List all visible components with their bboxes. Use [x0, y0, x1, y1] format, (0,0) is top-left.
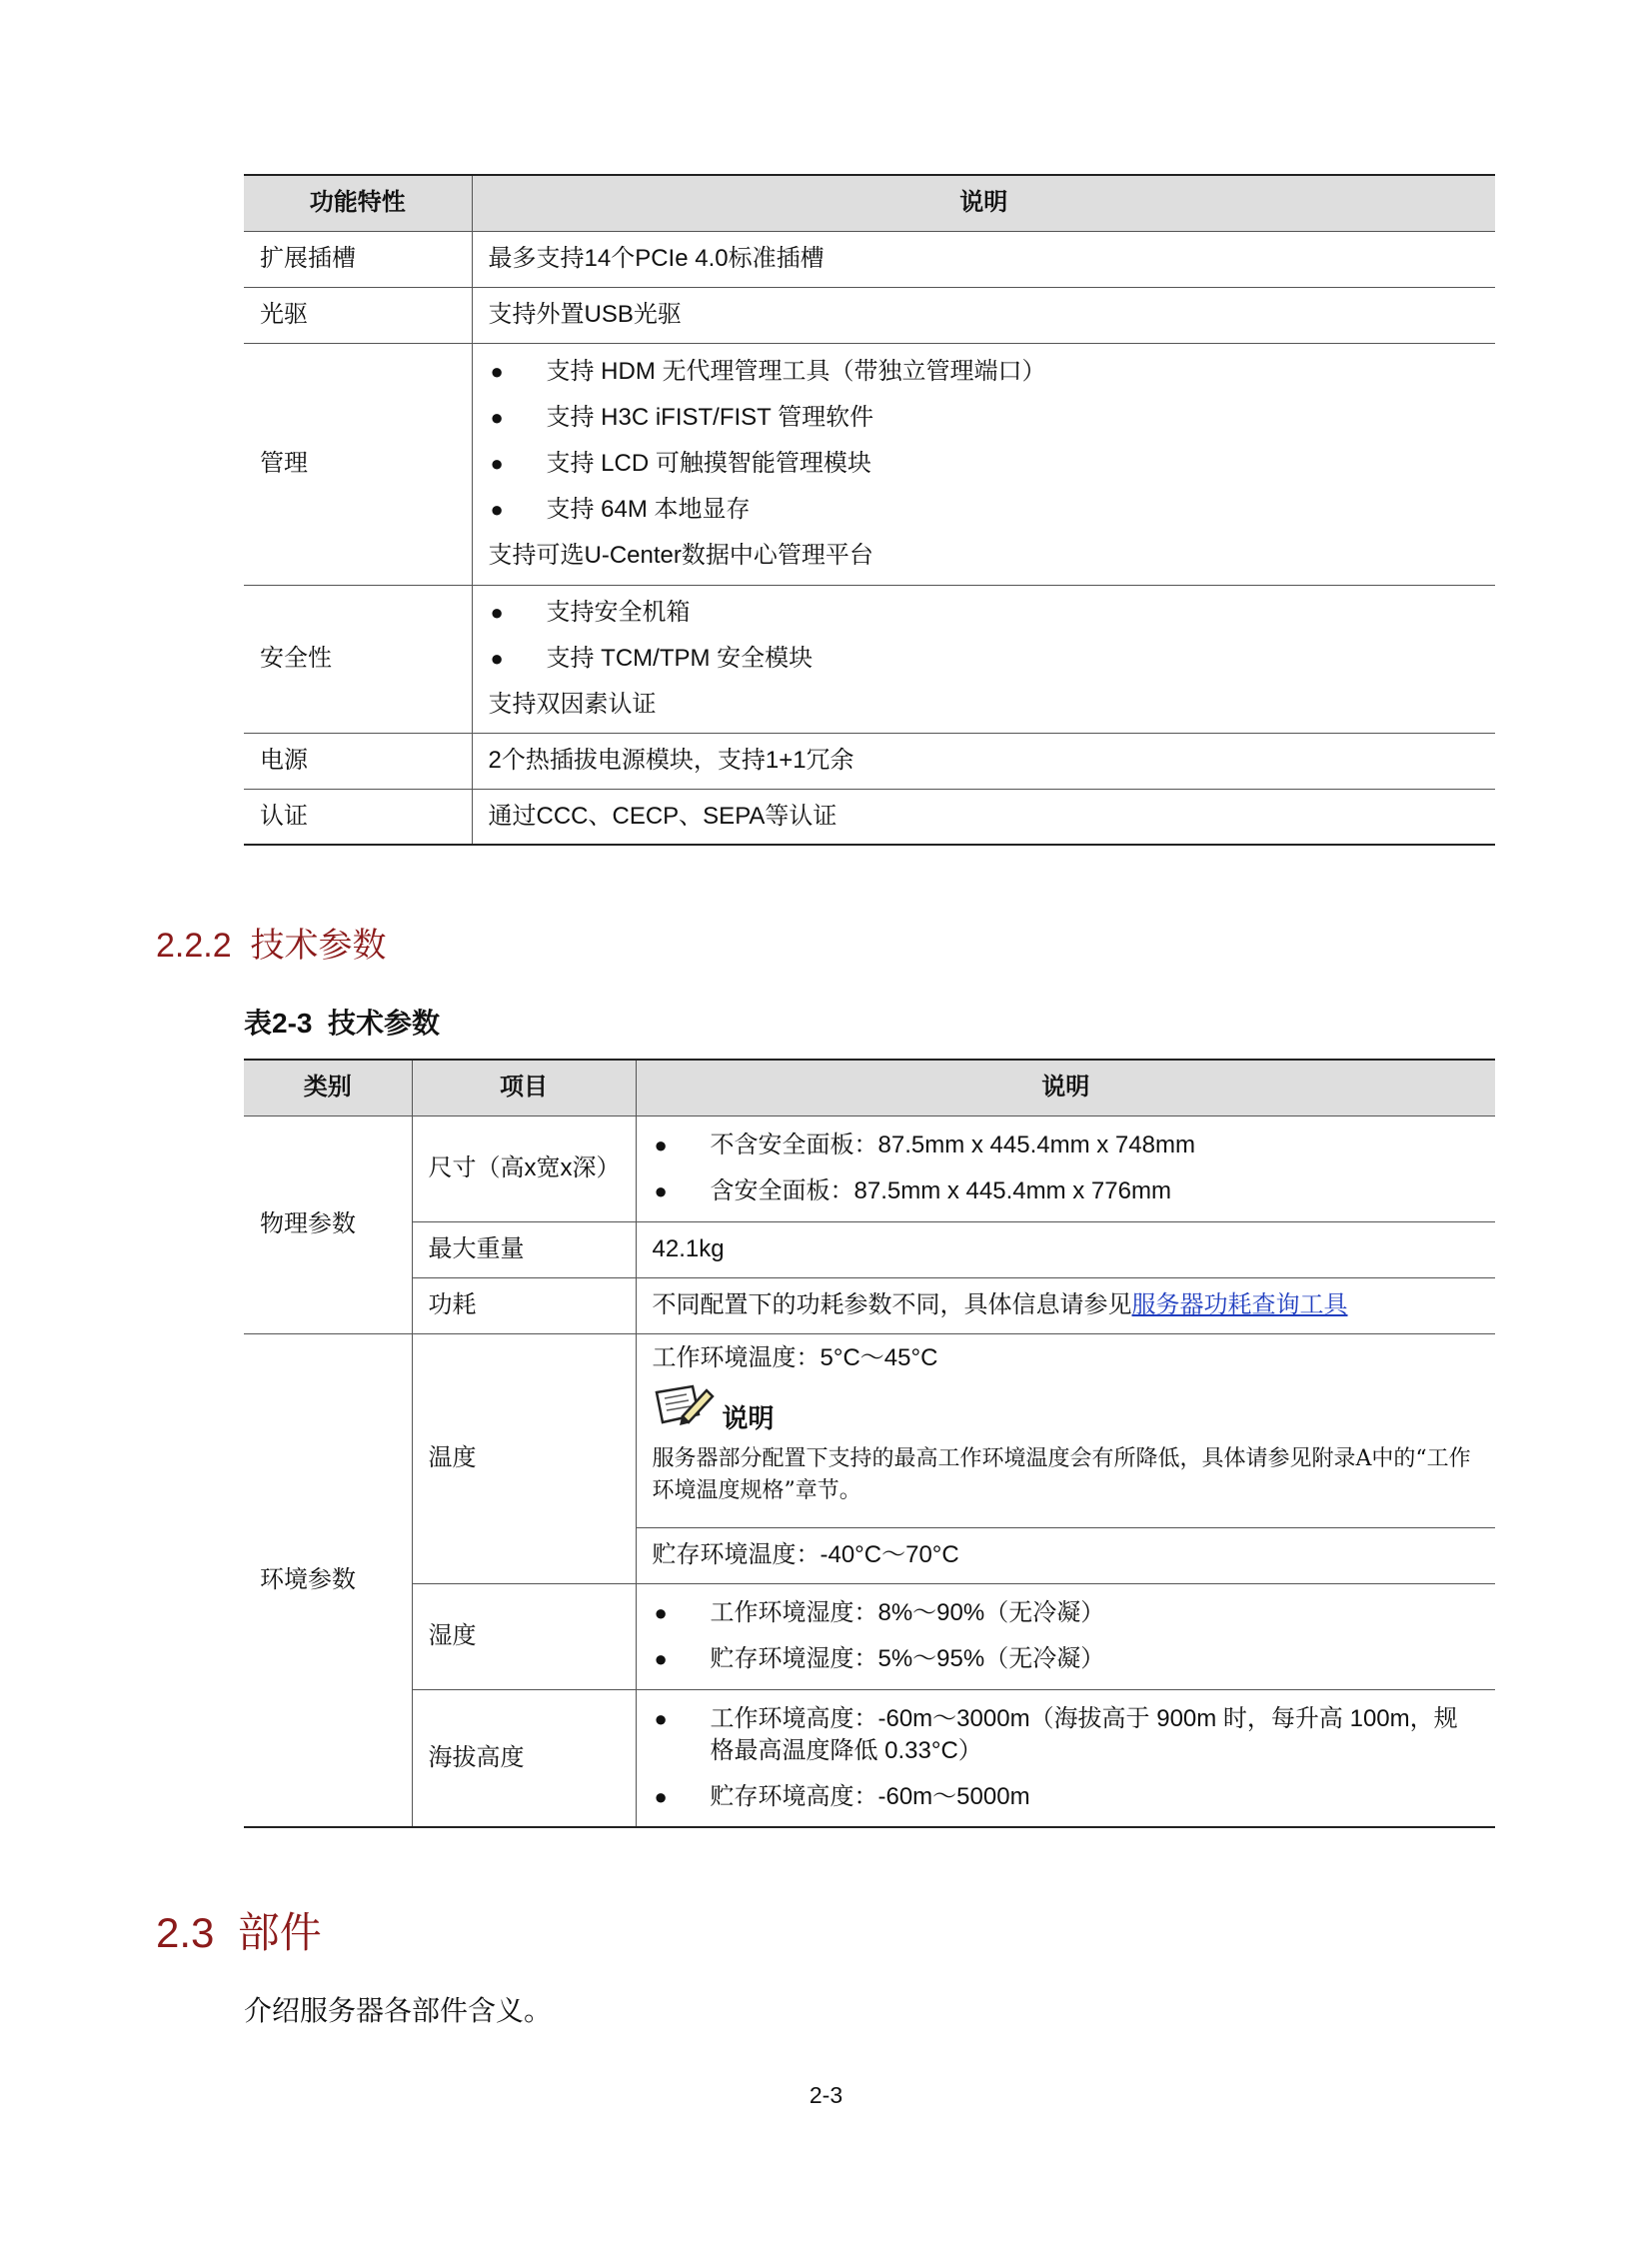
note-pencil-icon [653, 1382, 715, 1437]
list-item: ● 支持 64M 本地显存 [489, 487, 1480, 533]
bullet-icon: ● [654, 1178, 668, 1203]
item-cell: 温度 [412, 1333, 636, 1583]
table-row [244, 1277, 1495, 1333]
feature-cell: 电源 [244, 733, 472, 789]
item-cell: 海拔高度 [412, 1689, 636, 1827]
list-item: ● 含安全面板：87.5mm x 445.4mm x 776mm [653, 1168, 1480, 1214]
desc-cell [636, 1689, 1495, 1827]
bullet-icon: ● [654, 1705, 668, 1731]
table-row [244, 1583, 1495, 1689]
power-query-tool-link[interactable]: 服务器功耗查询工具 [1131, 1291, 1348, 1318]
feature-table [244, 174, 1495, 846]
section-number: 2.3 [156, 1909, 215, 1956]
col-header-feature: 功能特性 [244, 175, 472, 231]
bullet-icon: ● [490, 405, 504, 430]
table-caption: 表2-3 技术参数 [244, 1008, 441, 1039]
list-item: ● 支持 TCM/TPM 安全模块 [489, 636, 1480, 682]
item-cell: 湿度 [412, 1583, 636, 1689]
table-row [244, 1116, 1495, 1221]
desc-cell: 2个热插拔电源模块，支持1+1冗余 [472, 733, 1495, 789]
note-text: 服务器部分配置下支持的最高工作环境温度会有所降低，具体请参见附录A中的“工作环境温度规格”章节。 [652, 1445, 1471, 1503]
table-row [244, 231, 1495, 287]
table-row [244, 1689, 1495, 1827]
bullet-icon: ● [490, 497, 504, 522]
list-item: ● 不含安全面板：87.5mm x 445.4mm x 748mm [653, 1122, 1480, 1168]
table-row [244, 1221, 1495, 1277]
list-item: ● 支持安全机箱 [489, 590, 1480, 636]
extra-text: 支持双因素认证 [488, 691, 657, 718]
list-item: ● 工作环境湿度：8%～90%（无冷凝） [653, 1590, 1480, 1636]
section-title: 技术参数 [250, 927, 387, 965]
section-title: 部件 [237, 1909, 322, 1956]
section-number: 2.2.2 [156, 927, 232, 965]
desc-cell: 不同配置下的功耗参数不同，具体信息请参见服务器功耗查询工具 [636, 1277, 1495, 1333]
bullet-icon: ● [490, 600, 504, 625]
category-cell: 物理参数 [244, 1116, 412, 1333]
desc-cell: 贮存环境温度：-40°C～70°C [636, 1527, 1495, 1583]
page-number: 2-3 [809, 2082, 843, 2108]
desc-cell: 最多支持14个PCIe 4.0标准插槽 [472, 231, 1495, 287]
bullet-icon: ● [654, 1600, 668, 1625]
section-heading-2-3 [156, 1907, 322, 1959]
list-item: ● 贮存环境高度：-60m～5000m [653, 1781, 1480, 1813]
bullet-icon: ● [490, 451, 504, 476]
table-header-row [244, 1060, 1495, 1116]
col-header-category: 类别 [244, 1060, 412, 1116]
feature-cell: 安全性 [244, 585, 472, 733]
col-header-desc: 说明 [636, 1060, 1495, 1116]
table-row [244, 1333, 1495, 1527]
note-header [653, 1382, 1480, 1437]
bullet-icon: ● [654, 1783, 668, 1809]
intro-paragraph: 介绍服务器各部件含义。 [244, 1995, 553, 2026]
feature-cell: 光驱 [244, 287, 472, 343]
item-cell: 尺寸（高x宽x深） [412, 1116, 636, 1221]
list-item: ● 支持 LCD 可触摸智能管理模块 [489, 441, 1480, 487]
list-item: ● 贮存环境湿度：5%～95%（无冷凝） [653, 1636, 1480, 1682]
table-row [244, 733, 1495, 789]
bullet-icon: ● [490, 359, 504, 384]
desc-cell: 支持外置USB光驱 [472, 287, 1495, 343]
feature-cell: 管理 [244, 343, 472, 585]
col-header-item: 项目 [412, 1060, 636, 1116]
bullet-icon: ● [490, 646, 504, 671]
feature-cell: 认证 [244, 789, 472, 845]
item-cell: 最大重量 [412, 1221, 636, 1277]
bullet-icon: ● [654, 1132, 668, 1157]
table-row [244, 343, 1495, 585]
list-item: ● 工作环境高度：-60m～3000m（海拔高于 900m 时，每升高 100m，规格最高温度降低 0.33°C） [654, 1704, 1458, 1764]
spec-table [244, 1059, 1495, 1828]
table-row [244, 789, 1495, 845]
desc-cell [636, 1333, 1495, 1527]
list-item: ● 支持 HDM 无代理管理工具（带独立管理端口） [489, 349, 1480, 395]
bullet-icon: ● [654, 1646, 668, 1671]
desc-cell [472, 585, 1495, 733]
list-item: ● 支持 H3C iFIST/FIST 管理软件 [489, 395, 1480, 441]
table-row [244, 585, 1495, 733]
working-temperature: 工作环境温度：5°C～45°C [652, 1343, 938, 1371]
category-cell: 环境参数 [244, 1333, 412, 1827]
feature-cell: 扩展插槽 [244, 231, 472, 287]
section-heading-2-2-2 [156, 924, 387, 968]
item-cell: 功耗 [412, 1277, 636, 1333]
table-header-row [244, 175, 1495, 231]
table-row [244, 287, 1495, 343]
note-label: 说明 [722, 1403, 775, 1433]
col-header-desc: 说明 [472, 175, 1495, 231]
extra-text: 支持可选U-Center数据中心管理平台 [488, 542, 873, 569]
desc-cell [472, 343, 1495, 585]
desc-cell [636, 1116, 1495, 1221]
desc-cell: 通过CCC、CECP、SEPA等认证 [488, 802, 837, 830]
desc-cell [636, 1583, 1495, 1689]
desc-cell: 42.1kg [636, 1221, 1495, 1277]
